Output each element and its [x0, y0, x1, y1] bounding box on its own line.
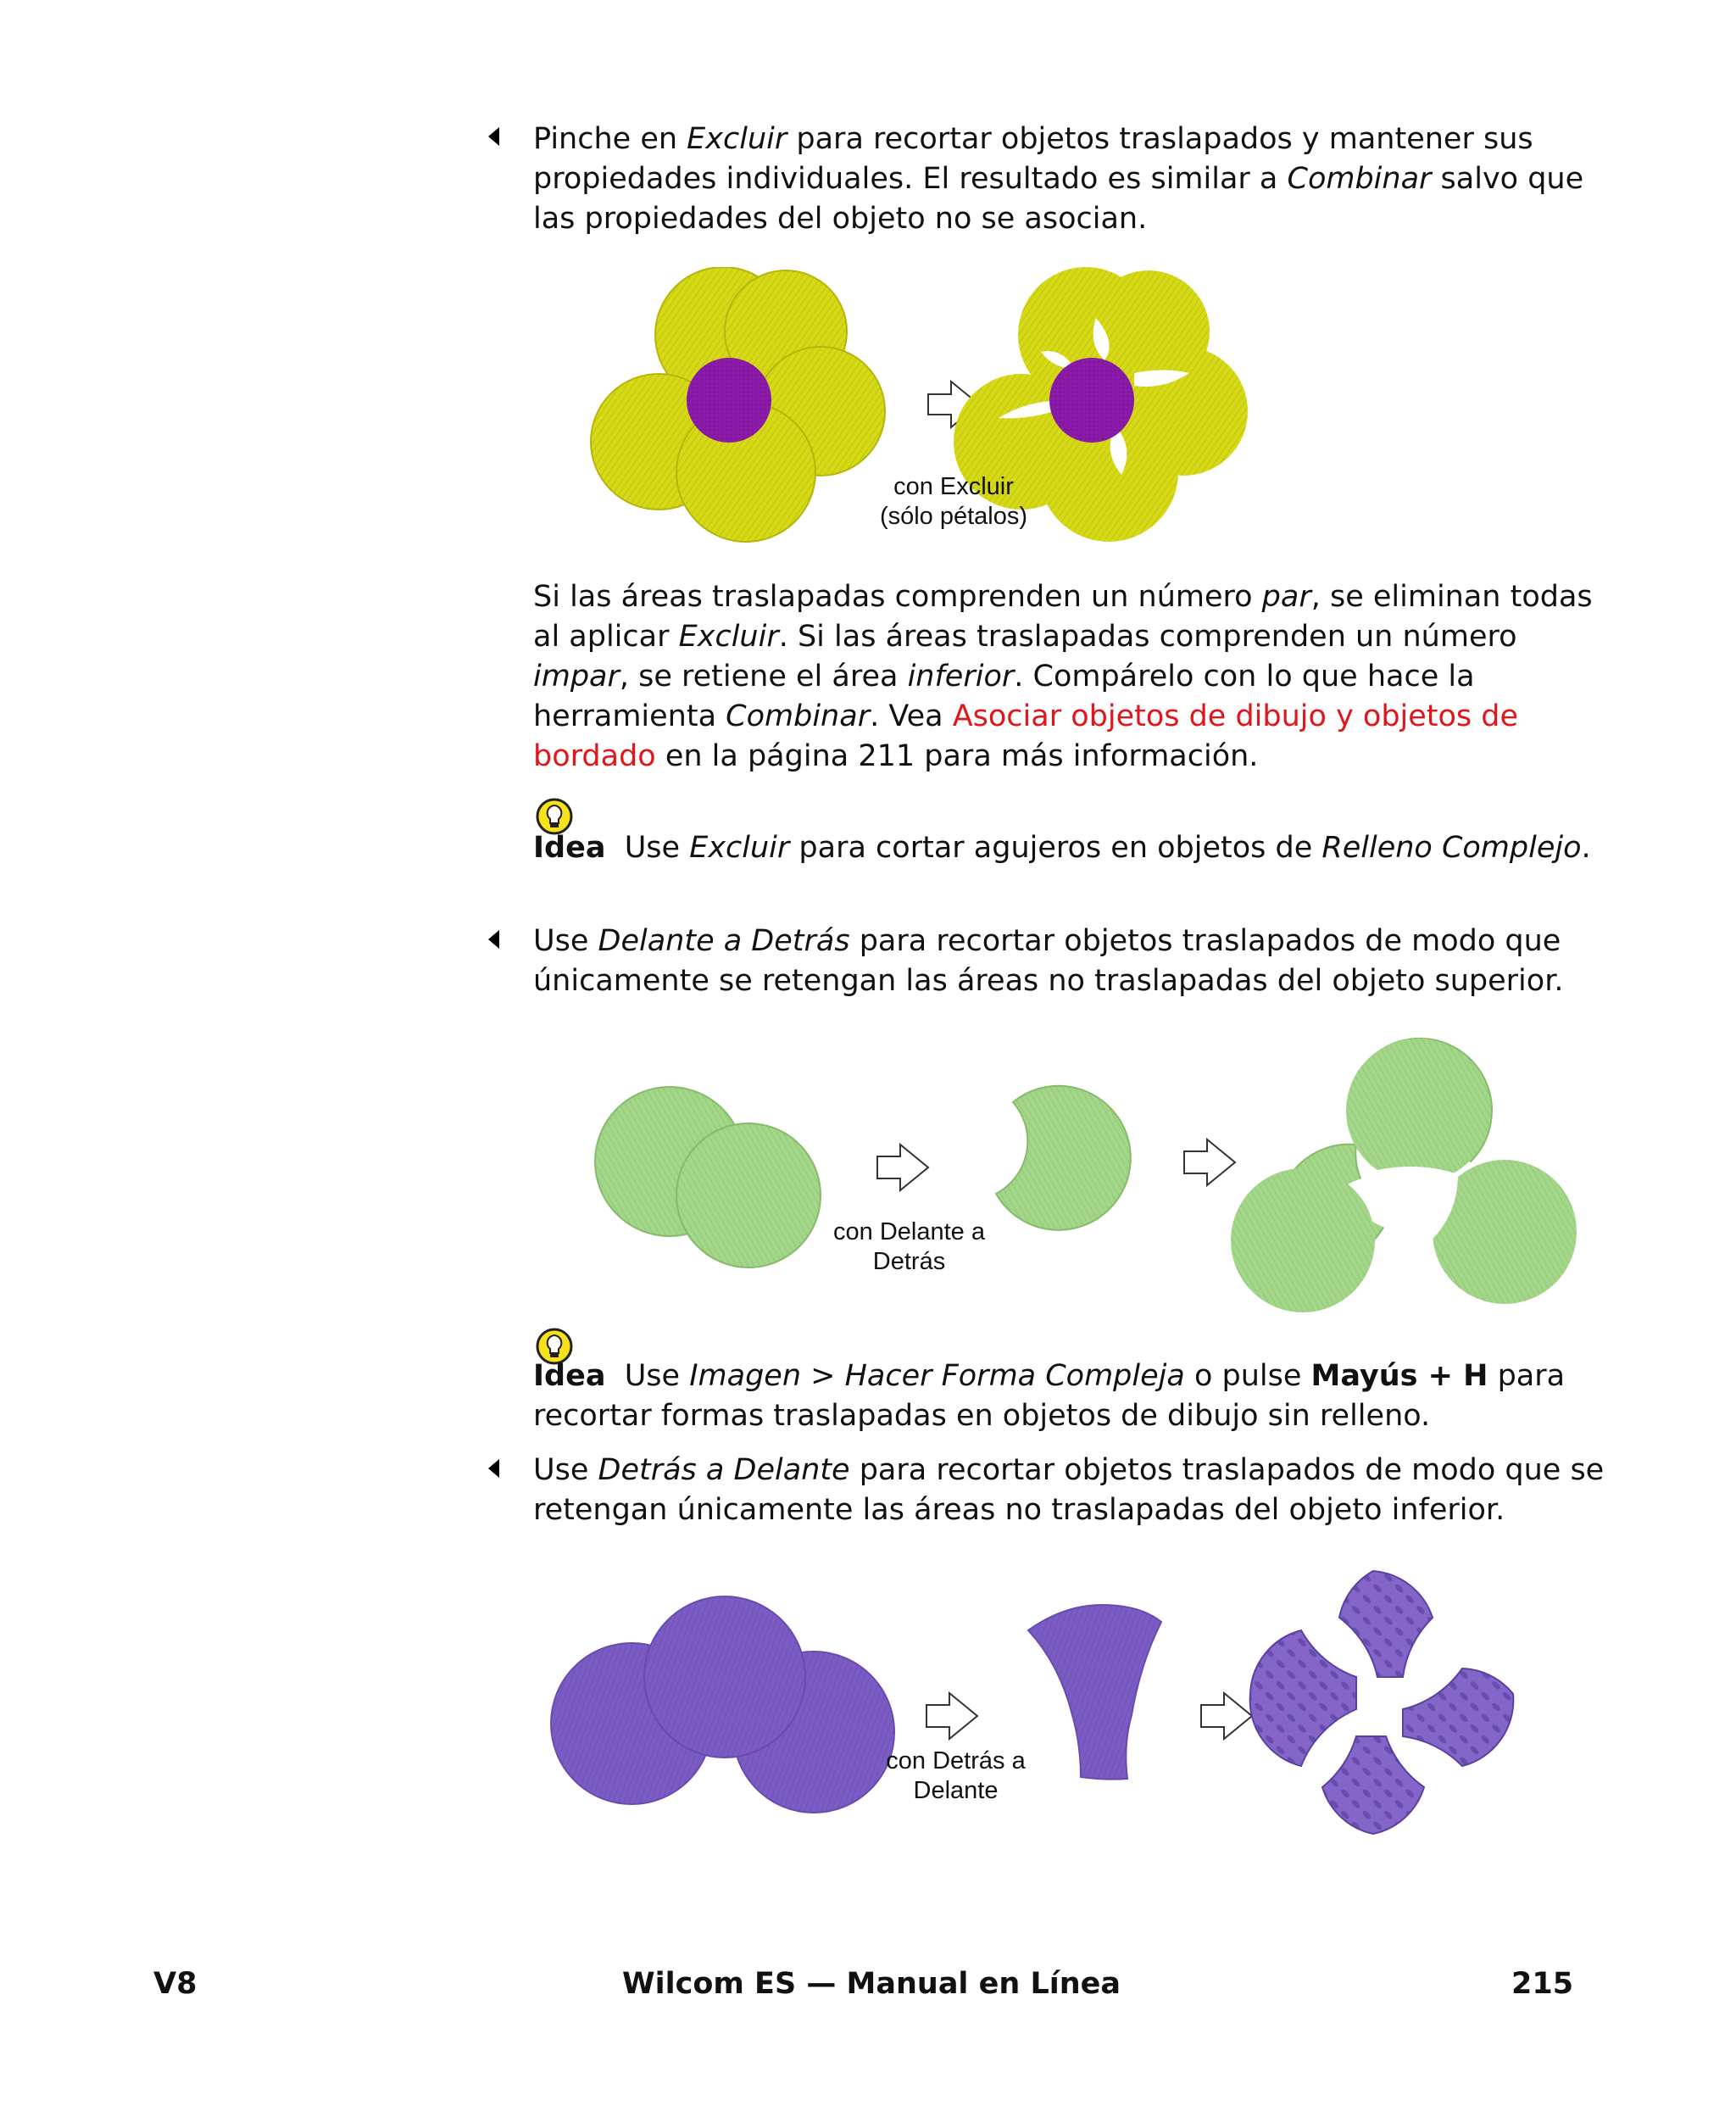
- text-run: Use: [605, 1359, 690, 1393]
- text-run: en la página 211 para más información.: [655, 739, 1259, 773]
- tool-name: Delante a Detrás: [598, 924, 850, 958]
- text-run: . Vea: [870, 699, 953, 733]
- bullet-marker: [488, 930, 499, 949]
- caption-line: Delante: [913, 1777, 999, 1804]
- flower-before: [591, 267, 885, 542]
- figure-caption: [848, 1747, 1064, 1806]
- figure-delante-detras: [585, 1034, 1585, 1327]
- bullet-excluir: [533, 120, 1618, 239]
- flower-center: [1049, 358, 1134, 443]
- bullet-delante-detras: [533, 922, 1618, 1001]
- body-paragraph: [533, 577, 1618, 777]
- green-after: [1231, 1039, 1577, 1312]
- text-run: , se eliminan todas al aplicar: [533, 580, 1593, 654]
- tip-label: Idea: [533, 831, 606, 865]
- emphasis: Excluir: [678, 620, 779, 654]
- caption-line: con Detrás a: [886, 1747, 1026, 1774]
- purple-after: [1250, 1571, 1514, 1834]
- arrow-icon: [877, 1145, 928, 1190]
- emphasis: Combinar: [726, 699, 871, 733]
- bullet-detras-delante: [533, 1451, 1618, 1530]
- caption-line: (sólo pétalos): [879, 503, 1028, 530]
- green-before: [595, 1087, 821, 1267]
- text-run: para recortar objetos traslapados de modo que se retengan únicamente las áreas no traslapadas del objeto inferior.: [533, 1453, 1605, 1527]
- shortcut-key: Mayús + H: [1310, 1359, 1488, 1393]
- text-run: Use: [533, 924, 598, 958]
- tip-label: Idea: [533, 1359, 606, 1393]
- arrow-icon: [926, 1693, 977, 1739]
- text-run: para recortar objetos traslapados de modo que únicamente se retengan las áreas no traslapadas del objeto superior.: [533, 924, 1564, 998]
- bullet-marker: [488, 127, 499, 146]
- text-run: .: [1581, 831, 1591, 865]
- menu-path: Imagen > Hacer Forma Compleja: [689, 1359, 1185, 1393]
- tip-forma-compleja: [533, 1357, 1618, 1436]
- emphasis: inferior: [907, 660, 1015, 694]
- purple-before: [551, 1596, 894, 1813]
- caption-line: Detrás: [872, 1248, 946, 1275]
- text-run: para recortar objetos traslapados y mantener sus propiedades individuales. El resultado es similar a: [533, 122, 1533, 196]
- text-run: Si las áreas traslapadas comprenden un número: [533, 580, 1262, 614]
- text-run: para recortar formas traslapadas en objetos de dibujo sin relleno.: [533, 1359, 1566, 1433]
- tool-name: Excluir: [687, 122, 787, 156]
- caption-line: con Excluir: [893, 473, 1014, 500]
- text-run: . Compárelo con lo que hace la herramienta: [533, 660, 1475, 733]
- tool-name: Detrás a Delante: [598, 1453, 850, 1487]
- text-run: salvo que las propiedades del objeto no se asocian.: [533, 162, 1584, 236]
- cross-reference-link[interactable]: Asociar objetos de dibujo y objetos de bordado: [533, 699, 1519, 773]
- footer-title: Wilcom ES — Manual en Línea: [622, 1967, 1121, 2001]
- flower-center: [687, 358, 771, 443]
- arrow-icon: [1184, 1139, 1235, 1185]
- emphasis: impar: [533, 660, 620, 694]
- tip-excluir: [533, 828, 1618, 868]
- tool-name: Combinar: [1287, 162, 1432, 196]
- footer-page-number: 215: [1511, 1967, 1574, 2001]
- caption-line: con Delante a: [833, 1218, 985, 1245]
- text-run: Pinche en: [533, 122, 687, 156]
- text-run: . Si las áreas traslapadas comprenden un número: [778, 620, 1517, 654]
- text-run: Use: [533, 1453, 598, 1487]
- arrow-icon: [1201, 1693, 1252, 1739]
- footer-version: V8: [153, 1967, 198, 2001]
- green-middle: [996, 1086, 1131, 1230]
- figure-caption: [848, 472, 1060, 532]
- text-run: Use: [605, 831, 690, 865]
- text-run: o pulse: [1184, 1359, 1311, 1393]
- text-run: para cortar agujeros en objetos de: [789, 831, 1322, 865]
- emphasis: par: [1261, 580, 1311, 614]
- bullet-marker: [488, 1459, 499, 1478]
- figure-detras-delante: [547, 1567, 1581, 1838]
- emphasis: Excluir: [689, 831, 790, 865]
- figure-caption: [801, 1217, 1017, 1277]
- emphasis: Relleno Complejo: [1321, 831, 1582, 865]
- text-run: , se retiene el área: [619, 660, 908, 694]
